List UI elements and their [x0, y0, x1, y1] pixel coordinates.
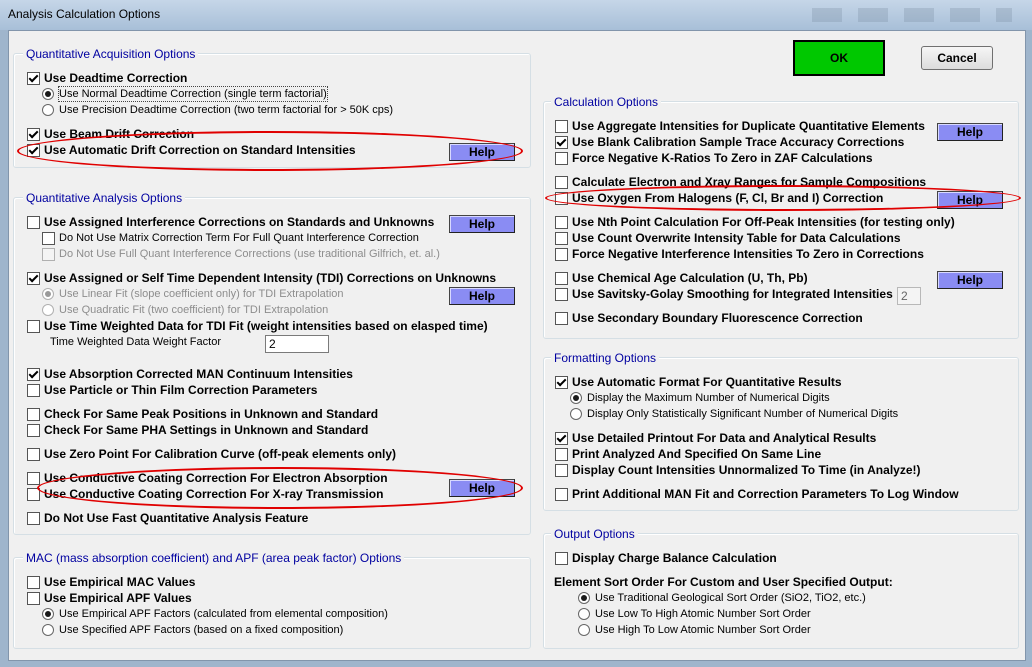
print-man-label: Print Additional MAN Fit and Correction Parameters To Log Window — [572, 487, 959, 501]
deadtime-label: Use Deadtime Correction — [44, 71, 188, 85]
time-weighted-checkbox[interactable] — [27, 320, 40, 333]
blank-checkbox[interactable] — [555, 136, 568, 149]
annotation-ellipse-coating — [37, 467, 523, 509]
nth-point-checkbox[interactable] — [555, 216, 568, 229]
help-button-drift[interactable]: Help — [449, 143, 515, 161]
precision-deadtime-radio[interactable] — [42, 104, 54, 116]
no-fast-checkbox[interactable] — [27, 512, 40, 525]
secondary-label: Use Secondary Boundary Fluorescence Correction — [572, 311, 863, 325]
oxygen-halogens-label: Use Oxygen From Halogens (F, Cl, Br and I) Correction — [572, 191, 884, 205]
absorption-man-checkbox[interactable] — [27, 368, 40, 381]
empirical-mac-label: Use Empirical MAC Values — [44, 575, 196, 589]
no-full-quant-label: Do Not Use Full Quant Interference Corrections (use traditional Gilfrich, et. al.) — [59, 248, 440, 260]
count-overwrite-checkbox[interactable] — [555, 232, 568, 245]
coating-xray-label: Use Conductive Coating Correction For X-ray Transmission — [44, 487, 384, 501]
no-fast-label: Do Not Use Fast Quantitative Analysis Feature — [44, 511, 309, 525]
cancel-button[interactable]: Cancel — [921, 46, 993, 70]
same-pha-checkbox[interactable] — [27, 424, 40, 437]
empirical-apf-label: Use Empirical APF Values — [44, 591, 192, 605]
deadtime-checkbox[interactable] — [27, 72, 40, 85]
title-bar — [0, 0, 1032, 30]
print-analyzed-checkbox[interactable] — [555, 448, 568, 461]
auto-format-label: Use Automatic Format For Quantitative Results — [572, 375, 842, 389]
same-peak-label: Check For Same Peak Positions in Unknown and Standard — [44, 407, 379, 421]
sort-high-low-radio[interactable] — [578, 624, 590, 636]
charge-balance-checkbox[interactable] — [555, 552, 568, 565]
print-man-checkbox[interactable] — [555, 488, 568, 501]
sort-high-low-label: Use High To Low Atomic Number Sort Order — [595, 624, 811, 636]
zero-point-checkbox[interactable] — [27, 448, 40, 461]
sort-low-high-radio[interactable] — [578, 608, 590, 620]
coating-absorption-checkbox[interactable] — [27, 472, 40, 485]
quadratic-fit-radio[interactable] — [42, 304, 54, 316]
help-button-chem-age[interactable]: Help — [937, 271, 1003, 289]
display-max-label: Display the Maximum Number of Numerical Digits — [587, 392, 830, 404]
savitsky-label: Use Savitsky-Golay Smoothing for Integrated Intensities — [572, 287, 893, 301]
force-kratio-label: Force Negative K-Ratios To Zero in ZAF Calculations — [572, 151, 873, 165]
weight-factor-label: Time Weighted Data Weight Factor — [50, 336, 221, 348]
group-title-acquisition: Quantitative Acquisition Options — [23, 47, 198, 61]
sort-geo-label: Use Traditional Geological Sort Order (SiO2, TiO2, etc.) — [595, 592, 866, 604]
group-title-calculation: Calculation Options — [551, 95, 661, 109]
absorption-man-label: Use Absorption Corrected MAN Continuum Intensities — [44, 367, 353, 381]
display-count-checkbox[interactable] — [555, 464, 568, 477]
help-button-coating[interactable]: Help — [449, 479, 515, 497]
secondary-checkbox[interactable] — [555, 312, 568, 325]
quadratic-fit-label: Use Quadratic Fit (two coefficient) for TDI Extrapolation — [59, 304, 329, 316]
force-interference-label: Force Negative Interference Intensities To Zero in Corrections — [572, 247, 924, 261]
group-title-analysis: Quantitative Analysis Options — [23, 191, 185, 205]
help-button-interference[interactable]: Help — [449, 215, 515, 233]
group-title-output: Output Options — [551, 527, 638, 541]
beam-drift-label: Use Beam Drift Correction — [44, 127, 195, 141]
background-window-ghost — [812, 8, 1012, 22]
aggregate-label: Use Aggregate Intensities for Duplicate Quantitative Elements — [572, 119, 925, 133]
display-max-radio[interactable] — [570, 392, 582, 404]
group-title-formatting: Formatting Options — [551, 351, 659, 365]
chem-age-checkbox[interactable] — [555, 272, 568, 285]
same-pha-label: Check For Same PHA Settings in Unknown and Standard — [44, 423, 369, 437]
print-analyzed-label: Print Analyzed And Specified On Same Line — [572, 447, 822, 461]
detailed-label: Use Detailed Printout For Data and Analytical Results — [572, 431, 877, 445]
no-matrix-label: Do Not Use Matrix Correction Term For Full Quant Interference Correction — [59, 232, 419, 244]
ranges-checkbox[interactable] — [555, 176, 568, 189]
group-title-mac-apf: MAC (mass absorption coefficient) and APF (area peak factor) Options — [23, 551, 404, 565]
auto-format-checkbox[interactable] — [555, 376, 568, 389]
sort-low-high-label: Use Low To High Atomic Number Sort Order — [595, 608, 811, 620]
display-sig-label: Display Only Statistically Significant Number of Numerical Digits — [587, 408, 899, 420]
window-title: Analysis Calculation Options — [8, 7, 161, 21]
annotation-ellipse-drift — [17, 131, 523, 171]
display-sig-radio[interactable] — [570, 408, 582, 420]
linear-fit-label: Use Linear Fit (slope coefficient only) for TDI Extrapolation — [59, 288, 344, 300]
interference-label: Use Assigned Interference Corrections on Standards and Unknowns — [44, 215, 435, 229]
interference-checkbox[interactable] — [27, 216, 40, 229]
force-kratio-checkbox[interactable] — [555, 152, 568, 165]
chem-age-label: Use Chemical Age Calculation (U, Th, Pb) — [572, 271, 808, 285]
beam-drift-checkbox[interactable] — [27, 128, 40, 141]
aggregate-checkbox[interactable] — [555, 120, 568, 133]
ok-button[interactable]: OK — [793, 40, 885, 76]
ranges-label: Calculate Electron and Xray Ranges for Sample Compositions — [572, 175, 927, 189]
display-count-label: Display Count Intensities Unnormalized To Time (in Analyze!) — [572, 463, 921, 477]
apf-calc-label: Use Empirical APF Factors (calculated from elemental composition) — [59, 608, 388, 620]
force-interference-checkbox[interactable] — [555, 248, 568, 261]
sort-order-label: Element Sort Order For Custom and User Specified Output: — [554, 575, 893, 589]
charge-balance-label: Display Charge Balance Calculation — [572, 551, 777, 565]
weight-factor-input[interactable]: 2 — [265, 335, 329, 353]
no-matrix-checkbox[interactable] — [42, 232, 55, 245]
tdi-label: Use Assigned or Self Time Dependent Intensity (TDI) Corrections on Unknowns — [44, 271, 497, 285]
particle-label: Use Particle or Thin Film Correction Parameters — [44, 383, 318, 397]
empirical-apf-checkbox[interactable] — [27, 592, 40, 605]
savitsky-points-input[interactable]: 2 — [897, 287, 921, 305]
annotation-ellipse-oxygen — [545, 185, 1021, 211]
empirical-mac-checkbox[interactable] — [27, 576, 40, 589]
sort-geo-radio[interactable] — [578, 592, 590, 604]
help-button-tdi[interactable]: Help — [449, 287, 515, 305]
detailed-checkbox[interactable] — [555, 432, 568, 445]
count-overwrite-label: Use Count Overwrite Intensity Table for Data Calculations — [572, 231, 901, 245]
normal-deadtime-label: Use Normal Deadtime Correction (single term factorial) — [59, 88, 327, 100]
particle-checkbox[interactable] — [27, 384, 40, 397]
help-button-oxygen[interactable]: Help — [937, 191, 1003, 209]
help-button-calculation[interactable]: Help — [937, 123, 1003, 141]
precision-deadtime-label: Use Precision Deadtime Correction (two term factorial for > 50K cps) — [59, 104, 394, 116]
nth-point-label: Use Nth Point Calculation For Off-Peak Intensities (for testing only) — [572, 215, 955, 229]
time-weighted-label: Use Time Weighted Data for TDI Fit (weight intensities based on elasped time) — [44, 319, 488, 333]
apf-fixed-radio[interactable] — [42, 624, 54, 636]
linear-fit-radio[interactable] — [42, 288, 54, 300]
tdi-checkbox[interactable] — [27, 272, 40, 285]
savitsky-checkbox[interactable] — [555, 288, 568, 301]
zero-point-label: Use Zero Point For Calibration Curve (off-peak elements only) — [44, 447, 397, 461]
apf-calc-radio[interactable] — [42, 608, 54, 620]
blank-label: Use Blank Calibration Sample Trace Accuracy Corrections — [572, 135, 905, 149]
no-full-quant-checkbox[interactable] — [42, 248, 55, 261]
coating-absorption-label: Use Conductive Coating Correction For Electron Absorption — [44, 471, 388, 485]
normal-deadtime-radio[interactable] — [42, 88, 54, 100]
apf-fixed-label: Use Specified APF Factors (based on a fixed composition) — [59, 624, 344, 636]
same-peak-checkbox[interactable] — [27, 408, 40, 421]
auto-drift-label: Use Automatic Drift Correction on Standard Intensities — [44, 143, 356, 157]
dialog-client — [8, 30, 1026, 661]
